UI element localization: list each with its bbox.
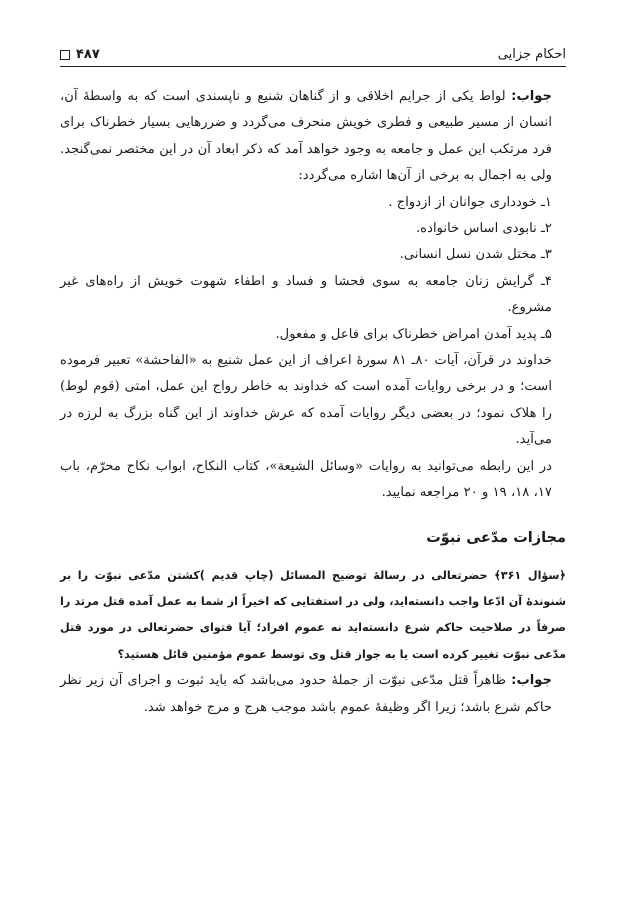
answer-text: لواط یکی از جرایم اخلاقی و از گناهان شنیع و ناپسندی است که به واسطهٔ آن، انسان از مسیر طبیعی و فطری خویش منحرف می‌گردد و ضررهایی بسیار خطرناک برای فرد مرتکب این عمل و جامعه به وجود خواهد آمد که ذکر ابعاد آن در این مختصر نمی‌گنجد. ولی به اجمال به برخی از آن‌ها اشاره می‌گردد: [60,89,552,184]
page-content [60,84,566,721]
paragraph-reference: در این رابطه می‌توانید به روایات «وسائل الشیعة»، کتاب النکاح، ابواب نکاح محرّم، باب ۱۷، ۱۸، ۱۹ و ۲۰ مراجعه نمایید. [60,458,552,501]
section-heading: مجازات مدّعی نبوّت [426,529,566,546]
list-item-3: ۳ـ مختل شدن نسل انسانی. [399,247,552,263]
answer-label: جواب: [511,89,552,104]
question-label: ﴿سؤال ۳۶۱﴾ [494,568,566,582]
page-number-block [60,47,100,62]
question-paragraph [60,563,566,669]
header-rule [60,66,566,67]
page-number: ۴۸۷ [76,47,100,62]
answer-text-2: ظاهراً قتل مدّعی نبوّت از جملهٔ حدود می‌باشد که باید ثبوت و اجرای آن زیر نظر حاکم شرع باشد؛ زیرا اگر وظیفهٔ عموم باشد موجب هرج و مرج خواهد شد. [60,673,552,715]
list-item-5: ۵ـ پدید آمدن امراض خطرناک برای فاعل و مفعول. [275,326,552,342]
list-item-4: ۴ـ گرایش زنان جامعه به سوی فحشا و فساد و اطفاء شهوت خویش از راه‌های غیر مشروع. [60,273,552,316]
list-item-1: ۱ـ خودداری جوانان از ازدواج . [388,194,552,210]
answer-label-2: جواب: [511,673,552,689]
answer-paragraph-1 [60,84,566,190]
answer-paragraph-2 [60,668,566,721]
paragraph-quran: خداوند در قرآن، آیات ۸۰ـ ۸۱ سورهٔ اعراف از این عمل شنیع به «الفاحشة» تعبیر فرموده است؛ و در برخی روایات آمده است که خداوند به خاطر رواج این عمل، امتی (قوم لوط) را هلاک نمود؛ در بعضی دیگر روایات آمده که عرش خداوند از این گناه بزرگ به لرزه در می‌آید. [60,353,552,448]
question-text: حضرتعالی در رسالهٔ توضیح المسائل (چاپ قدیم )کشتن مدّعی نبوّت را بر شنوندهٔ آن ادّعا واجب دانسته‌اید، ولی در استفتایی که اخیراً از شما به عمل آمده قتل مرتد را صرفاً در صلاحیت حاکم شرع دانسته‌اید نه عموم افراد؛ آیا فتوای حضرتعالی در مورد قتل مدّعی نبوّت تغییر کرده است یا به جواز قتل وی توسط عموم مؤمنین قائل هستید؟ [60,568,566,661]
list-item-2: ۲ـ نابودی اساس خانواده. [415,221,552,237]
running-title: احکام جزایی [497,47,566,62]
page-header [60,38,566,62]
square-icon [60,50,70,60]
book-page [60,0,566,899]
